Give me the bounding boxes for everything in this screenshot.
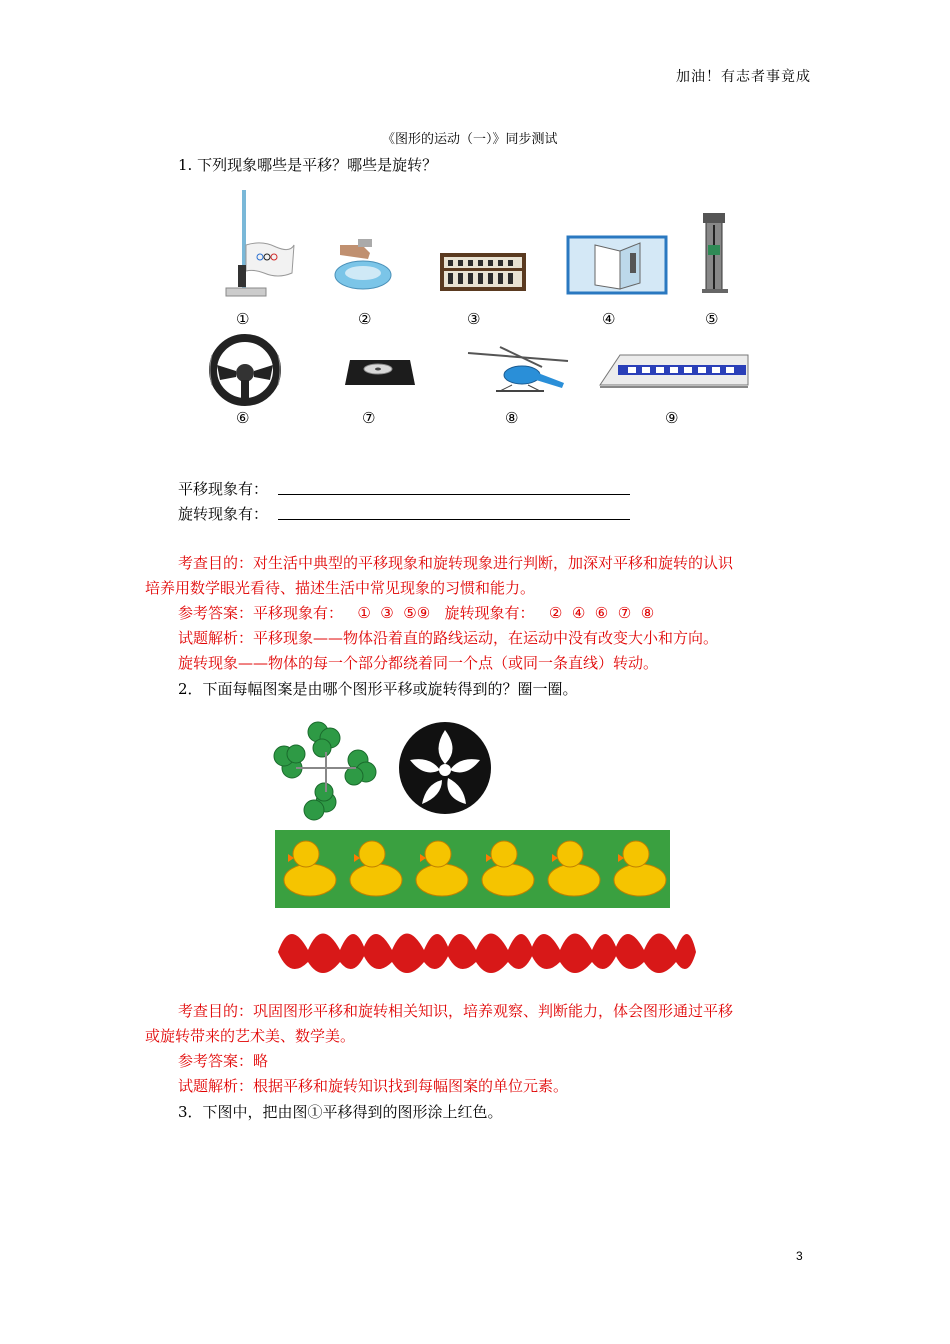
q1-label-6: ⑥	[236, 409, 250, 427]
q1-answer	[178, 602, 654, 623]
doc-title: 《图形的运动（一）》同步测试	[382, 132, 558, 147]
train-icon	[600, 355, 748, 387]
q2-analysis: 试题解析：根据平移和旋转知识找到每幅图案的单位元素。	[178, 1077, 569, 1095]
answer-rotation: ② ④ ⑥ ⑦ ⑧	[548, 604, 655, 622]
q2-answer: 参考答案：略	[178, 1052, 269, 1070]
flagpole-icon	[226, 190, 294, 296]
answer-translation: ① ③ ⑤⑨	[357, 604, 431, 622]
q1-label-7: ⑦	[362, 409, 376, 427]
q1-stem: 1. 下列现象哪些是平移？哪些是旋转？	[178, 156, 438, 174]
red-flower-border-icon	[278, 934, 696, 974]
q2-stem: 2．下面每幅图案是由哪个图形平移或旋转得到的？圈一圈。	[178, 680, 578, 698]
q1-analysis-line2: 旋转现象——物体的每一个部分都绕着同一个点（或同一条直线）转动。	[178, 654, 659, 672]
duck-row-icon	[275, 830, 670, 908]
steering-wheel-icon	[210, 338, 280, 402]
q2-purpose-line2: 或旋转带来的艺术美、数学美。	[145, 1027, 356, 1045]
clover-pattern-icon	[274, 722, 376, 820]
helicopter-icon	[468, 347, 568, 391]
answer-prefix: 参考答案：平移现象有：	[178, 604, 344, 622]
header-motto: 加油！有志者事竟成	[676, 69, 811, 85]
q2-purpose-line1: 考查目的：巩固图形平移和旋转相关知识，培养观察、判断能力，体会图形通过平移	[178, 1002, 734, 1020]
q1-label-3: ③	[467, 310, 481, 328]
elevator-tower-icon	[702, 213, 728, 293]
q1-label-4: ④	[602, 310, 616, 328]
answer-mid: 旋转现象有：	[444, 604, 535, 622]
translation-answer-line[interactable]	[278, 494, 630, 495]
q1-label-1: ①	[236, 310, 250, 328]
q1-purpose-line1: 考查目的：对生活中典型的平移现象和旋转现象进行判断，加深对平移和旋转的认识	[178, 554, 734, 572]
fish-pinwheel-icon	[399, 722, 491, 814]
q1-analysis-line1: 试题解析：平移现象——物体沿着直的路线运动，在运动中没有改变大小和方向。	[178, 629, 719, 647]
page-number: 3	[796, 1249, 803, 1263]
q1-label-9: ⑨	[665, 409, 679, 427]
faucet-icon	[335, 239, 391, 289]
q1-pictures	[200, 185, 760, 430]
disc-player-icon	[345, 360, 415, 385]
rotation-blank-label: 旋转现象有：	[178, 505, 269, 523]
q1-label-5: ⑤	[705, 310, 719, 328]
rotation-answer-line[interactable]	[278, 519, 630, 520]
q1-label-2: ②	[358, 310, 372, 328]
q2-patterns	[270, 712, 700, 984]
revolving-door-icon	[568, 237, 666, 293]
q3-stem: 3．下图中，把由图①平移得到的图形涂上红色。	[178, 1103, 503, 1121]
abacus-icon	[440, 253, 526, 291]
q1-purpose-line2: 培养用数学眼光看待、描述生活中常见现象的习惯和能力。	[145, 579, 536, 597]
translation-blank-label: 平移现象有：	[178, 480, 269, 498]
q1-label-8: ⑧	[505, 409, 519, 427]
